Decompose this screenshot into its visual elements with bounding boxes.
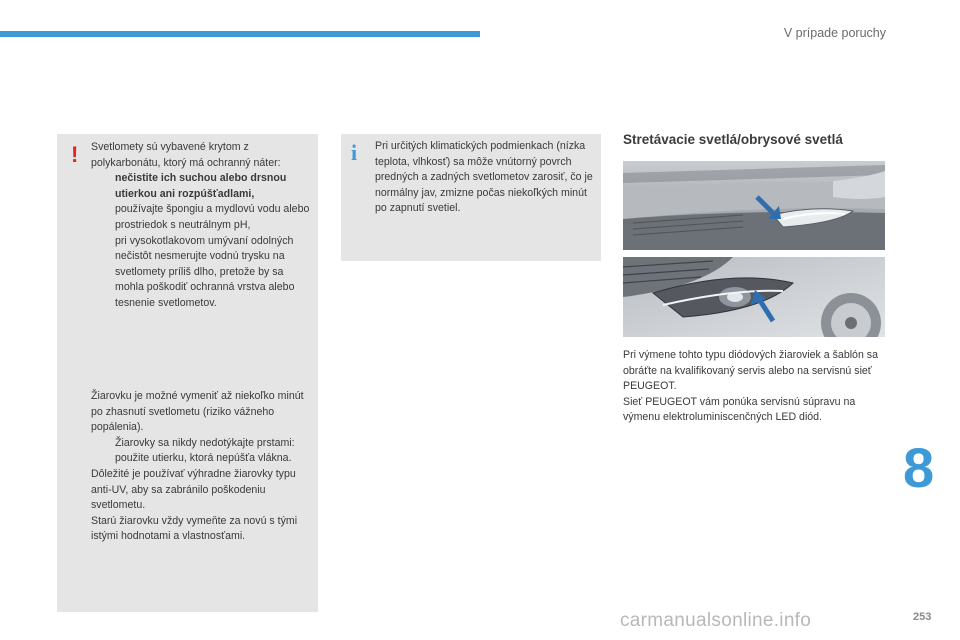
uv-paragraph: Dôležité je používať výhradne žiarovky typu anti-UV, aby sa zabránilo poškodeniu svetlometu. xyxy=(91,467,296,512)
exclamation-icon: ! xyxy=(71,142,79,167)
warning-panel xyxy=(57,134,318,612)
chapter-number: 8 xyxy=(903,436,935,499)
right-column-text xyxy=(623,348,888,426)
watermark: carmanualsonline.info xyxy=(620,610,812,631)
section-heading: Stretávacie svetlá/obrysové svetlá xyxy=(623,132,843,147)
service-kit-paragraph: Sieť PEUGEOT vám ponúka servisnú súpravu na výmenu elektroluminiscenčných LED diód. xyxy=(623,395,856,424)
car-front-fog-lamp-illustration xyxy=(623,161,885,250)
header-accent-bar xyxy=(0,31,480,37)
warning-text xyxy=(91,140,313,312)
warning-intro: Svetlomety sú vybavené krytom z polykarbonátu, ktorý má ochranný náter: xyxy=(91,141,281,169)
car-headlamp-illustration xyxy=(623,257,885,337)
list-item xyxy=(91,202,313,233)
replace-paragraph: Starú žiarovku vždy vymeňte za novú s tými istými hodnotami a vlastnosťami. xyxy=(91,514,298,543)
headlamp-photo-bottom xyxy=(623,257,885,337)
list-item xyxy=(91,171,313,202)
bulb-paragraph: Žiarovku je možné vymeniť až niekoľko minút po zhasnutí svetlometu (riziko vážneho popálenia). xyxy=(91,390,304,434)
info-text: Pri určitých klimatických podmienkach (nízka teplota, vlhkosť) sa môže vnútorný povrch predných a zadných svetlometov zarosiť, čo je normálny jav, zmizne počas niekoľkých minút po zapnutí svetiel. xyxy=(375,140,593,215)
info-panel xyxy=(341,134,601,261)
bullet-text: Žiarovky sa nikdy nedotýkajte prstami: použite utierku, ktorá nepúšťa vlákna. xyxy=(115,436,295,465)
bullet-text: pri vysokotlakovom umývaní odolných nečistôt nesmerujte vodnú trysku na svetlomety príliš dlho, pretože by sa mohla poškodiť ochranná vrstva alebo tesnenie svetlometov. xyxy=(115,234,295,309)
list-item xyxy=(91,234,313,312)
bullet-text: používajte špongiu a mydlovú vodu alebo prostriedok s neutrálnym pH, xyxy=(115,203,310,231)
page-number: 253 xyxy=(913,611,932,623)
bullet-text: nečistite ich suchou alebo drsnou utierkou ani rozpúšťadlami, xyxy=(115,172,287,200)
info-icon: i xyxy=(351,140,358,165)
section-title: V prípade poruchy xyxy=(783,26,886,40)
headlamp-photo-top xyxy=(623,161,885,250)
list-item xyxy=(91,436,313,467)
replacement-paragraph: Pri výmene tohto typu diódových žiaroviek a šablón sa obráťte na kvalifikovaný servis alebo na servisnú sieť PEUGEOT. xyxy=(623,349,878,393)
bulb-text xyxy=(91,389,313,545)
